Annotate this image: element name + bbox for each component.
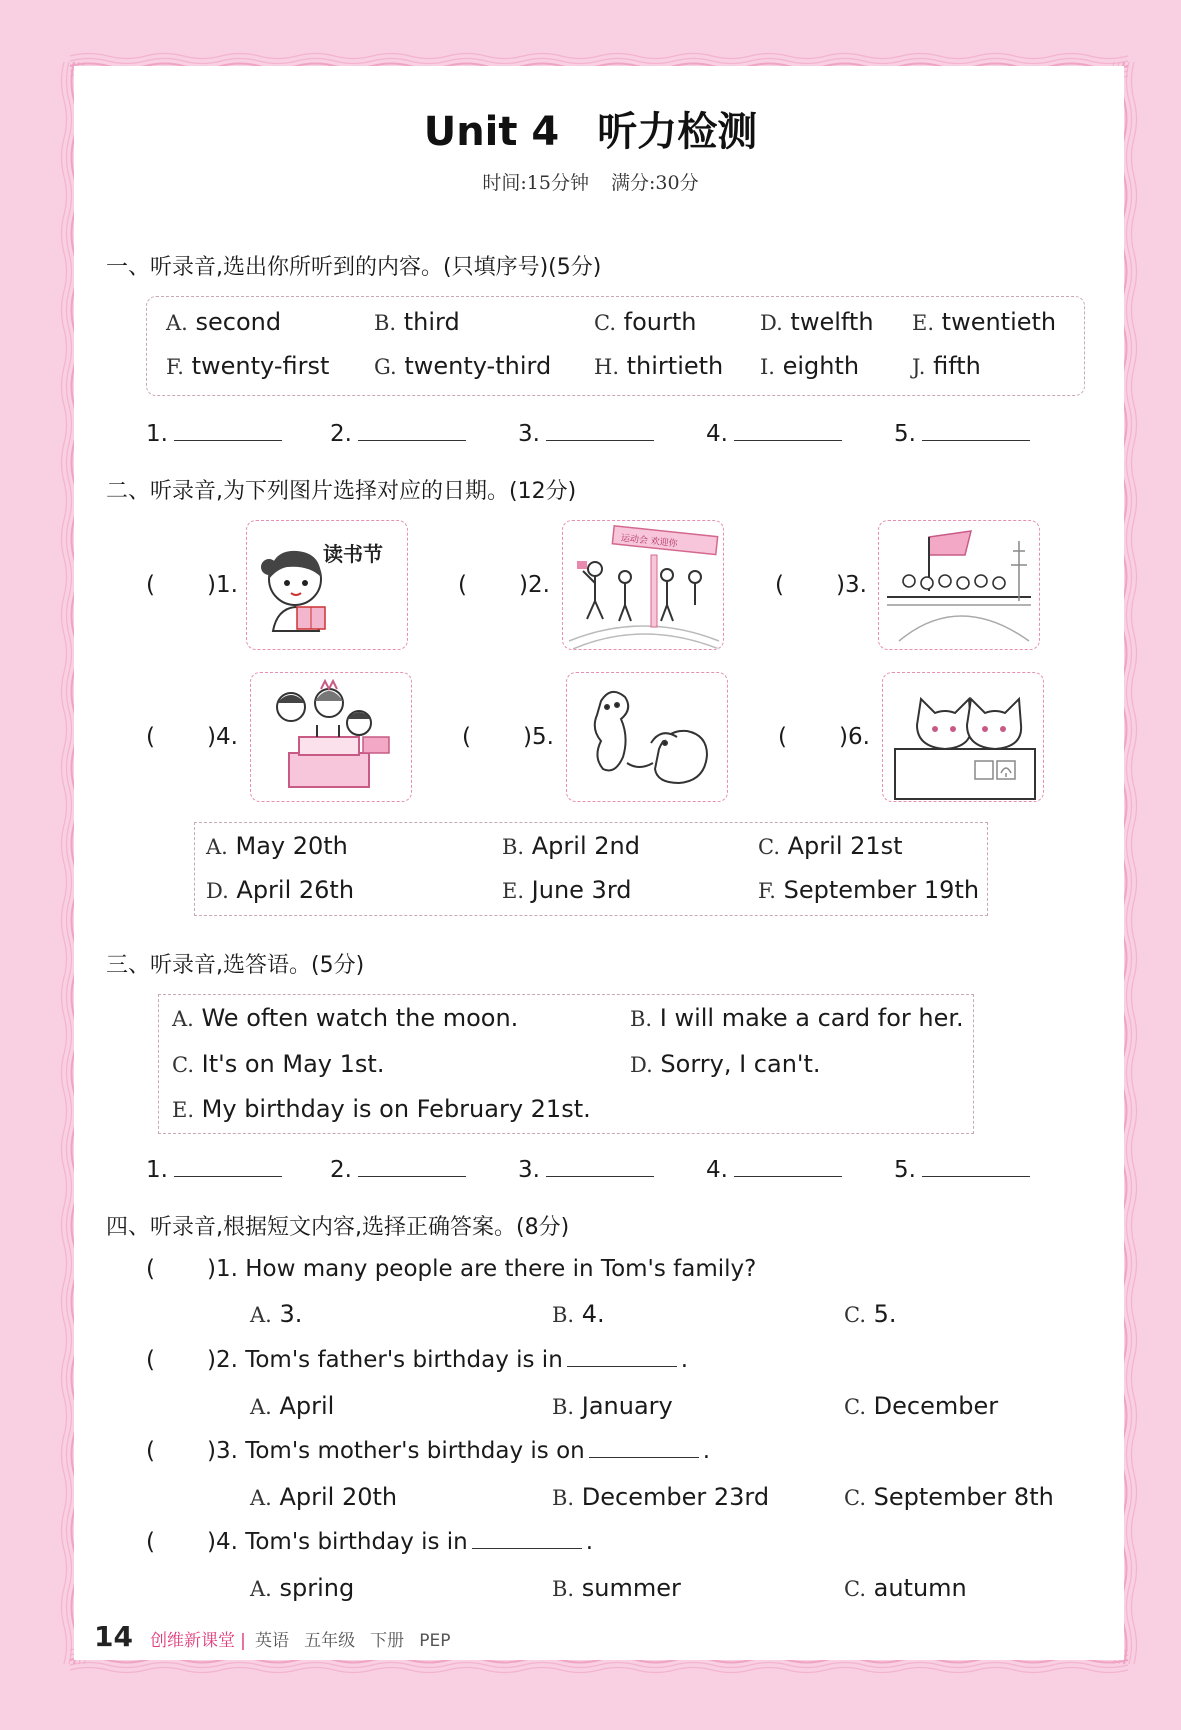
section1-option-f: F. twenty-first bbox=[166, 352, 330, 380]
section1-blank-4[interactable]: 4. bbox=[706, 418, 842, 447]
border-wave-bottom-3 bbox=[70, 1663, 1128, 1668]
section2-option-a: A. May 20th bbox=[206, 832, 348, 860]
section2-answer-5[interactable]: ( )5. bbox=[462, 724, 554, 750]
section1-blank-3[interactable]: 3. bbox=[518, 418, 654, 447]
footer-subject: 英语 bbox=[254, 1631, 289, 1651]
q2-choice-b: B. January bbox=[552, 1392, 673, 1420]
section3-option-c: C. It's on May 1st. bbox=[172, 1050, 385, 1078]
section1-option-c: C. fourth bbox=[594, 308, 697, 336]
q1-choice-b: B. 4. bbox=[552, 1300, 605, 1328]
title-chinese: 听力检测 bbox=[597, 109, 758, 155]
exam-info bbox=[0, 168, 1181, 195]
section1-option-b: B. third bbox=[374, 308, 460, 336]
picture-sports-day bbox=[562, 520, 724, 650]
footer-grade: 五年级 bbox=[304, 1631, 356, 1651]
q3-choice-b: B. December 23rd bbox=[552, 1483, 770, 1511]
section4-heading: 四、听录音,根据短文内容,选择正确答案。(8分) bbox=[106, 1215, 570, 1240]
section1-option-i: I. eighth bbox=[760, 352, 860, 380]
section2-answer-6[interactable]: ( )6. bbox=[778, 724, 870, 750]
section3-option-b: B. I will make a card for her. bbox=[630, 1004, 964, 1032]
border-wave-top-3 bbox=[70, 59, 1128, 64]
footer-brand: 创维新课堂 bbox=[150, 1631, 236, 1651]
section4-question-1: ( )1. How many people are there in Tom's family? bbox=[146, 1256, 757, 1282]
picture-children-on-bridge bbox=[878, 520, 1040, 650]
section3-blank-4[interactable]: 4. bbox=[706, 1154, 842, 1183]
q1-choice-a: A. 3. bbox=[250, 1300, 303, 1328]
section1-option-e: E. twentieth bbox=[912, 308, 1057, 336]
section2-option-d: D. April 26th bbox=[206, 876, 355, 904]
picture-reading-festival bbox=[246, 520, 408, 650]
q4-choice-a: A. spring bbox=[250, 1574, 355, 1602]
section2-answer-3[interactable]: ( )3. bbox=[775, 572, 867, 598]
footer-volume: 下册 bbox=[370, 1631, 405, 1651]
page-title bbox=[0, 100, 1181, 157]
section1-blank-1[interactable]: 1. bbox=[146, 418, 282, 447]
border-wave-right-3 bbox=[1127, 62, 1132, 1664]
section2-option-f: F. September 19th bbox=[758, 876, 980, 904]
section2-heading: 二、听录音,为下列图片选择对应的日期。(12分) bbox=[106, 479, 577, 504]
page-footer bbox=[94, 1620, 451, 1653]
section1-blank-2[interactable]: 2. bbox=[330, 418, 466, 447]
section4-question-3: ( )3. Tom's mother's birthday is on . bbox=[146, 1438, 711, 1464]
q4-choice-b: B. summer bbox=[552, 1574, 681, 1602]
section4-question-4: ( )4. Tom's birthday is in . bbox=[146, 1529, 594, 1555]
section2-option-c: C. April 21st bbox=[758, 832, 903, 860]
section1-option-g: G. twenty-third bbox=[374, 352, 552, 380]
section1-blank-5[interactable]: 5. bbox=[894, 418, 1030, 447]
section2-answer-1[interactable]: ( )1. bbox=[146, 572, 238, 598]
section3-option-a: A. We often watch the moon. bbox=[172, 1004, 519, 1032]
section1-option-h: H. thirtieth bbox=[594, 352, 724, 380]
exam-score: 满分:30分 bbox=[611, 172, 699, 194]
q1-choice-c: C. 5. bbox=[844, 1300, 897, 1328]
section3-blank-1[interactable]: 1. bbox=[146, 1154, 282, 1183]
section2-option-e: E. June 3rd bbox=[502, 876, 632, 904]
section3-blank-3[interactable]: 3. bbox=[518, 1154, 654, 1183]
exam-time: 时间:15分钟 bbox=[482, 172, 589, 194]
footer-separator: | bbox=[240, 1631, 246, 1651]
section1-option-j: J. fifth bbox=[912, 352, 981, 380]
section3-blank-5[interactable]: 5. bbox=[894, 1154, 1030, 1183]
border-wave-top-4 bbox=[70, 54, 1128, 59]
q3-choice-a: A. April 20th bbox=[250, 1483, 398, 1511]
picture-birthday-cake bbox=[250, 672, 412, 802]
picture-dog-and-cat bbox=[566, 672, 728, 802]
q4-choice-c: C. autumn bbox=[844, 1574, 967, 1602]
section2-answer-4[interactable]: ( )4. bbox=[146, 724, 238, 750]
picture-kittens-in-box bbox=[882, 672, 1044, 802]
section3-option-e: E. My birthday is on February 21st. bbox=[172, 1095, 591, 1123]
border-wave-right-4 bbox=[1132, 62, 1137, 1664]
footer-edition: PEP bbox=[419, 1631, 451, 1651]
q3-choice-c: C. September 8th bbox=[844, 1483, 1054, 1511]
section2-option-b: B. April 2nd bbox=[502, 832, 640, 860]
section1-heading: 一、听录音,选出你所听到的内容。(只填序号)(5分) bbox=[106, 255, 602, 280]
section1-option-d: D. twelfth bbox=[760, 308, 874, 336]
section3-blank-2[interactable]: 2. bbox=[330, 1154, 466, 1183]
border-wave-left-4 bbox=[62, 62, 67, 1664]
title-unit: Unit 4 bbox=[423, 109, 560, 155]
q2-choice-a: A. April bbox=[250, 1392, 335, 1420]
page-number: 14 bbox=[94, 1620, 133, 1653]
section4-question-2: ( )2. Tom's father's birthday is in . bbox=[146, 1347, 689, 1373]
reading-festival-label: 读书节 bbox=[323, 542, 383, 566]
sports-banner-text: 运动会 欢迎你 bbox=[620, 533, 679, 550]
section3-option-d: D. Sorry, I can't. bbox=[630, 1050, 821, 1078]
q2-choice-c: C. December bbox=[844, 1392, 999, 1420]
section1-option-a: A. second bbox=[166, 308, 282, 336]
section2-answer-2[interactable]: ( )2. bbox=[458, 572, 550, 598]
section3-heading: 三、听录音,选答语。(5分) bbox=[106, 953, 365, 978]
border-wave-left-3 bbox=[67, 62, 72, 1664]
border-wave-bottom-4 bbox=[70, 1668, 1128, 1673]
